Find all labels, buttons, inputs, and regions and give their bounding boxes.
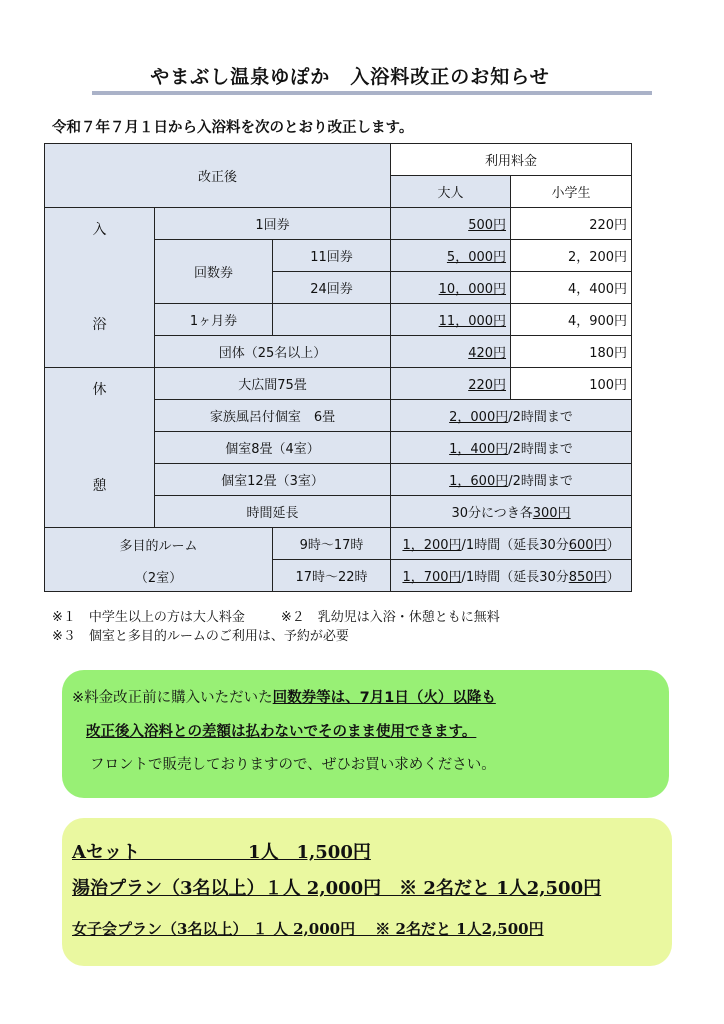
one-time-child: 220円 — [511, 208, 632, 240]
title-divider — [92, 91, 652, 95]
group-adult: 420円 — [391, 336, 511, 368]
multi-ext1: 600円 — [568, 538, 607, 553]
monthly-label: 1ヶ月券 — [155, 304, 273, 336]
header-fees: 利用料金 — [391, 144, 632, 176]
ext-label: 時間延長 — [155, 496, 391, 528]
notice-line-1b: 回数券等は、7月1日（火）以降も — [272, 690, 496, 706]
coupon-11-adult: 5，000円 — [391, 240, 511, 272]
plan-sets — [62, 818, 672, 966]
monthly-adult: 11，000円 — [391, 304, 511, 336]
multi-time1: 9時～17時 — [273, 528, 391, 560]
table-row — [45, 368, 632, 400]
multi-price1: 1，200円 — [402, 538, 462, 553]
note-2: ※２ 乳幼児は入浴・休憩ともに無料 — [280, 610, 500, 625]
notice-line-2: 改正後入浴料との差額は払わないでそのまま使用できます。 — [86, 724, 477, 740]
multi-mid1: /1時間（延長30分 — [461, 538, 569, 553]
family-label: 家族風呂付個室 6畳 — [155, 400, 391, 432]
note-3: ※３ 個室と多目的ルームのご利用は、予約が必要 — [52, 629, 349, 644]
fee-table — [44, 143, 632, 592]
notice-line-1a: ※料金改正前に購入いただいた — [72, 690, 273, 706]
multi-fee2 — [391, 560, 632, 592]
bath-char-2: 浴 — [92, 316, 107, 333]
family-suffix: /2時間まで — [508, 410, 573, 425]
coupon-11-label: 11回券 — [273, 240, 391, 272]
rest-category — [45, 368, 155, 528]
family-price: 2，000円 — [449, 410, 509, 425]
ext-price: 300円 — [532, 506, 571, 521]
multi-rooms: （2室） — [134, 570, 183, 586]
multi-price2: 1，700円 — [402, 570, 462, 585]
set-a: Aセット 1人 1,500円 — [72, 842, 371, 863]
coupon-24-label: 24回券 — [273, 272, 391, 304]
coupon-24-child: 4，400円 — [511, 272, 632, 304]
note-1: ※１ 中学生以上の方は大人料金 — [52, 610, 245, 625]
room12-label: 個室12畳（3室） — [155, 464, 391, 496]
family-fee — [391, 400, 632, 432]
multi-end2: ） — [606, 570, 620, 585]
rest-char-1: 休 — [92, 381, 107, 398]
joshi-plan: 女子会プラン（3名以上） １ 人 2,000円 ※ 2名だと 1人2,500円 — [72, 920, 544, 938]
coupon-24-adult: 10，000円 — [391, 272, 511, 304]
multi-time2: 17時～22時 — [273, 560, 391, 592]
rest-char-2: 憩 — [92, 477, 107, 494]
ext-fee — [391, 496, 632, 528]
multi-fee1 — [391, 528, 632, 560]
room12-price: 1，600円 — [449, 474, 509, 489]
header-main: 改正後 — [45, 144, 391, 208]
hall-child: 100円 — [511, 368, 632, 400]
one-time-label: 1回券 — [155, 208, 391, 240]
toji-plan: 湯治プラン（3名以上）１人 2,000円 ※ 2名だと 1人2,500円 — [72, 878, 602, 899]
room12-fee — [391, 464, 632, 496]
monthly-blank — [273, 304, 391, 336]
page-title: やまぶし温泉ゆぽか 入浴料改正のお知らせ — [150, 66, 550, 88]
ext-prefix: 30分につき各 — [451, 506, 533, 521]
table-row — [45, 208, 632, 240]
header-child: 小学生 — [511, 176, 632, 208]
coupon-11-child: 2，200円 — [511, 240, 632, 272]
multi-ext2: 850円 — [568, 570, 607, 585]
intro-text: 令和７年７月１日から入浴料を次のとおり改正します。 — [52, 120, 414, 136]
bath-char-1: 入 — [92, 221, 107, 238]
one-time-adult: 500円 — [391, 208, 511, 240]
room8-price: 1，400円 — [449, 442, 509, 457]
coupon-label: 回数券 — [155, 240, 273, 304]
coupon-notice — [62, 670, 669, 798]
notice-line-1 — [72, 686, 496, 707]
room8-suffix: /2時間まで — [508, 442, 573, 457]
notes — [52, 608, 500, 646]
table-row — [45, 528, 632, 560]
multi-mid2: /1時間（延長30分 — [461, 570, 569, 585]
monthly-child: 4，900円 — [511, 304, 632, 336]
hall-adult: 220円 — [391, 368, 511, 400]
room8-label: 個室8畳（4室） — [155, 432, 391, 464]
room12-suffix: /2時間まで — [508, 474, 573, 489]
room8-fee — [391, 432, 632, 464]
notice-line-3: フロントで販売しておりますので、ぜひお買い求めください。 — [90, 757, 496, 773]
bath-category — [45, 208, 155, 368]
header-adult: 大人 — [391, 176, 511, 208]
multi-label-cell — [45, 528, 273, 592]
group-label: 団体（25名以上） — [155, 336, 391, 368]
multi-end1: ） — [606, 538, 620, 553]
multi-label: 多目的ルーム — [119, 538, 198, 554]
hall-label: 大広間75畳 — [155, 368, 391, 400]
group-child: 180円 — [511, 336, 632, 368]
table-row — [45, 144, 632, 176]
